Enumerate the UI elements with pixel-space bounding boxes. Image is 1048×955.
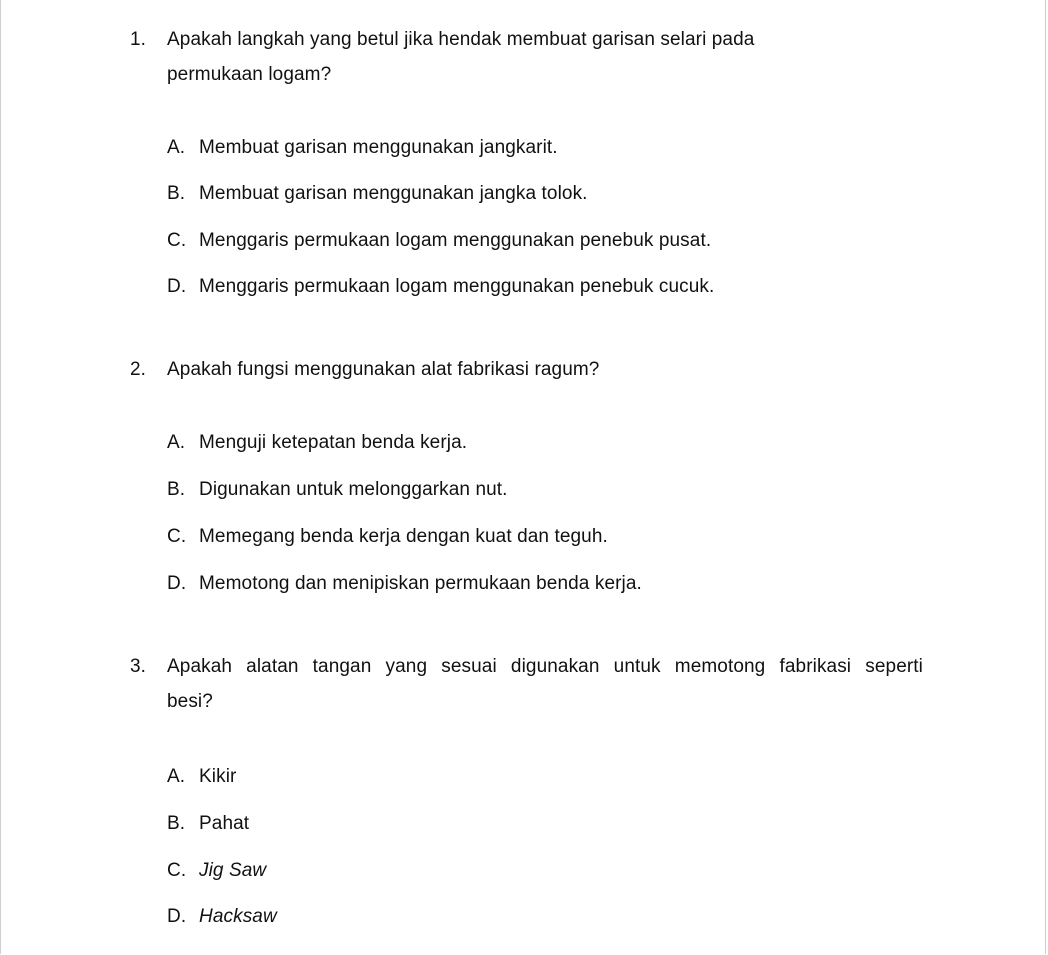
option-text: Jig Saw	[199, 860, 267, 881]
option-text: Hacksaw	[199, 906, 277, 927]
option-letter: C.	[167, 526, 187, 547]
question-number: 2.	[130, 359, 147, 380]
option-letter: A.	[167, 432, 186, 453]
option-text: Membuat garisan menggunakan jangka tolok.	[199, 183, 588, 204]
option-letter: B.	[167, 813, 186, 834]
question-text-line: Apakah alatan tangan yang sesuai digunakan untuk memotong fabrikasi seperti	[167, 656, 923, 677]
option-letter: D.	[167, 573, 187, 594]
question-text-line: Apakah langkah yang betul jika hendak membuat garisan selari pada	[167, 29, 755, 50]
option-letter: B.	[167, 183, 186, 204]
question-text-line: permukaan logam?	[167, 64, 332, 85]
question-text-line: besi?	[167, 691, 213, 712]
option-letter: D.	[167, 276, 187, 297]
option-text: Memotong dan menipiskan permukaan benda kerja.	[199, 573, 642, 594]
option-letter: A.	[167, 766, 186, 787]
option-text: Pahat	[199, 813, 250, 834]
option-letter: B.	[167, 479, 186, 500]
option-letter: D.	[167, 906, 187, 927]
option-text: Memegang benda kerja dengan kuat dan teguh.	[199, 526, 608, 547]
question-number: 3.	[130, 656, 147, 677]
option-letter: A.	[167, 137, 186, 158]
option-letter: C.	[167, 230, 187, 251]
question-text-line: Apakah fungsi menggunakan alat fabrikasi ragum?	[167, 359, 600, 380]
option-text: Digunakan untuk melonggarkan nut.	[199, 479, 508, 500]
option-letter: C.	[167, 860, 187, 881]
question-number: 1.	[130, 29, 147, 50]
option-text: Menggaris permukaan logam menggunakan penebuk pusat.	[199, 230, 712, 251]
option-text: Kikir	[199, 766, 237, 787]
option-text: Menggaris permukaan logam menggunakan penebuk cucuk.	[199, 276, 715, 297]
option-text: Menguji ketepatan benda kerja.	[199, 432, 468, 453]
option-text: Membuat garisan menggunakan jangkarit.	[199, 137, 558, 158]
